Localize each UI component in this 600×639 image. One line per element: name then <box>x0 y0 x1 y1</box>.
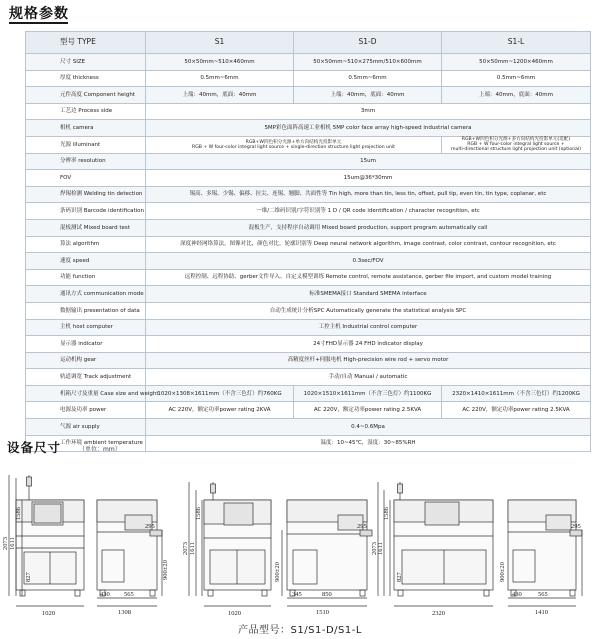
dim-label: 1586 <box>383 507 390 520</box>
table-row <box>26 336 591 353</box>
table-cell: RGB+W四色积分光源+多方向结构光投影单元(选配) RGB + W four-color integral light source + multi-directional structure light projection unit (optional) <box>442 136 591 153</box>
table-cell: 1020×1308×1611mm（不含三色灯）约760KG <box>146 385 294 402</box>
row-label: 算法 algorithm <box>26 236 146 253</box>
table-row <box>26 319 591 336</box>
table-cell: 15um@36*30mm <box>146 170 591 187</box>
table-header-cell: S1-L <box>442 32 591 54</box>
table-cell: 3mm <box>146 103 591 120</box>
table-cell: 24寸FHD显示器 24 FHD indicator display <box>146 336 591 353</box>
dim-label: 1611 <box>9 537 16 550</box>
table-row <box>26 302 591 319</box>
table-cell: 0.5mm~6mm <box>146 70 294 87</box>
dim-label: 2073 <box>182 542 189 555</box>
table-row <box>26 87 591 104</box>
dim-label: 1611 <box>377 542 384 555</box>
dim-label: 345 <box>292 591 302 598</box>
row-label: 相机 camera <box>26 120 146 137</box>
table-cell: 自动生成统计分析SPC Automatically generate the statistical analysis SPC <box>146 302 591 319</box>
table-cell: 0.5mm~6mm <box>442 70 591 87</box>
row-label: 工艺边 Process side <box>26 103 146 120</box>
spec-table <box>25 31 591 452</box>
table-cell: 一维/二维码识别/字符识别等 1 D / QR code identification / character recognition, etc <box>146 203 591 220</box>
dim-label: 1510 <box>316 609 329 616</box>
dim-label: 2073 <box>371 542 378 555</box>
table-row <box>26 170 591 187</box>
dim-label: 430 <box>100 591 110 598</box>
dim-label: 827 <box>396 572 403 582</box>
table-header-row <box>26 32 591 54</box>
table-cell: 工控主机 Industrial control computer <box>146 319 591 336</box>
row-label: 通讯方式 communication mode <box>26 286 146 303</box>
table-row <box>26 253 591 270</box>
dim-label: 900±20 <box>499 562 506 582</box>
dim-label: 1586 <box>195 507 202 520</box>
row-label: 元件高度 Component height <box>26 87 146 104</box>
row-label: 显示器 indicator <box>26 336 146 353</box>
table-cell: AC 220V，额定功率power rating 2.5KVA <box>442 402 591 419</box>
product-model-footer: 产品型号：S1/S1-D/S1-L <box>238 625 362 636</box>
table-cell: 手动/自动 Manual / automatic <box>146 369 591 386</box>
row-label: 运动机构 gear <box>26 352 146 369</box>
table-row <box>26 236 591 253</box>
dim-label: 850 <box>322 591 332 598</box>
table-cell: 深度神经网络算法，图像对比，颜色对比，轮廓识别等 Deep neural network algorithm, image contrast, color contrast, contour recognition, etc <box>146 236 591 253</box>
dim-label: 430 <box>512 591 522 598</box>
dim-label: 1308 <box>118 609 131 616</box>
table-cell: 标准SMEMA接口 Standard SMEMA interface <box>146 286 591 303</box>
row-label: 厚度 thickness <box>26 70 146 87</box>
s1d-front-view <box>189 482 271 606</box>
dim-label: 565 <box>538 591 548 598</box>
dim-label: 1020 <box>42 610 55 617</box>
dim-label: 565 <box>124 591 134 598</box>
table-cell: 上端：40mm，底面：40mm <box>146 87 294 104</box>
row-label: 尺寸 SIZE <box>26 54 146 71</box>
dim-label: 2320 <box>432 610 445 617</box>
table-cell: 0.4~0.6Mpa <box>146 419 591 436</box>
table-cell: AC 220V，额定功率power rating 2KVA <box>146 402 294 419</box>
table-cell: 温度：10~45℃，湿度：30~85%RH <box>146 435 591 452</box>
table-row <box>26 103 591 120</box>
dim-label: 900±20 <box>274 562 281 582</box>
table-cell: 50×50mm~510×460mm <box>146 54 294 71</box>
table-cell: 50×50mm~510×275mm/510×600mm <box>294 54 442 71</box>
table-header-cell: S1-D <box>294 32 442 54</box>
table-row <box>26 352 591 369</box>
table-row <box>26 186 591 203</box>
equipment-drawings <box>0 460 600 620</box>
dim-label: 1611 <box>189 542 196 555</box>
s1l-front-view <box>378 482 493 606</box>
dim-label: 2073 <box>2 537 9 550</box>
table-header-cell: S1 <box>146 32 294 54</box>
dims-unit-note: （单位：mm） <box>79 446 121 453</box>
table-cell: 远程控制、远程协助、gerber文件导入、自定义模型训练 Remote control, remote assistance, gerber file import, and custom model training <box>146 269 591 286</box>
table-row <box>26 70 591 87</box>
table-cell: 上端：40mm，底面：40mm <box>442 87 591 104</box>
table-cell: 5MP彩色面阵高速工业相机 5MP color face array high-speed industrial camera <box>146 120 591 137</box>
row-label: 气源 air supply <box>26 419 146 436</box>
table-row <box>26 402 591 419</box>
table-cell: 0.3sec/FOV <box>146 253 591 270</box>
row-label: 轨道调宽 Track adjustment <box>26 369 146 386</box>
table-row <box>26 385 591 402</box>
row-label: 分辨率 resolution <box>26 153 146 170</box>
row-label: 焊锡检测 Welding tin detection <box>26 186 146 203</box>
dim-label: 827 <box>25 572 32 582</box>
s1-front-view <box>9 475 84 606</box>
dim-label: 295 <box>357 523 367 530</box>
table-cell: 50×50mm~1200×460mm <box>442 54 591 71</box>
row-label: 主机 host computer <box>26 319 146 336</box>
row-label: 速度 speed <box>26 253 146 270</box>
dim-label: 1586 <box>15 507 22 520</box>
row-label: 电源及功率 power <box>26 402 146 419</box>
table-row <box>26 203 591 220</box>
table-cell: 1020×1510×1611mm（不含三色灯）约1100KG <box>294 385 442 402</box>
row-label: 功能 function <box>26 269 146 286</box>
table-row <box>26 369 591 386</box>
row-label: 混板测试 Mixed board test <box>26 219 146 236</box>
row-label: 工作环境 ambient temperature <box>26 435 146 452</box>
table-cell: RGB+W四色积分光源+单方向结构光投影单元 RGB + W four-color integral light source + single-direction structure light projection unit <box>146 136 442 153</box>
table-header-cell: 型号 TYPE <box>26 32 146 54</box>
table-cell: AC 220V，额定功率power rating 2.5KVA <box>294 402 442 419</box>
table-row <box>26 219 591 236</box>
title-underline <box>9 22 68 24</box>
spec-section-title: 规格参数 <box>9 6 69 22</box>
table-cell: 混板生产，支持程序自动调用 Mixed board production, support program automatically call <box>146 219 591 236</box>
row-label: FOV <box>26 170 146 187</box>
dim-label: 1410 <box>535 609 548 616</box>
table-row <box>26 286 591 303</box>
table-row <box>26 419 591 436</box>
table-cell: 上端：40mm，底面：40mm <box>294 87 442 104</box>
table-row <box>26 136 591 153</box>
table-row <box>26 153 591 170</box>
table-row <box>26 54 591 71</box>
table-cell: 锡高、多锡、少锡、偏移、拉尖、连锡、翘脚、共面性等 Tin high, more than tin, less tin, offset, pull tip, even tin, tin type, coplanar, etc <box>146 186 591 203</box>
table-cell: 2320×1410×1611mm（不含三色灯）约1200KG <box>442 385 591 402</box>
dim-label: 1020 <box>228 610 241 617</box>
dim-label: 900±20 <box>162 560 169 580</box>
dim-label: 295 <box>145 523 155 530</box>
table-cell: 15um <box>146 153 591 170</box>
row-label: 条码识别 Barcode identification <box>26 203 146 220</box>
dims-section-title: 设备尺寸 <box>7 440 62 455</box>
table-row <box>26 120 591 137</box>
table-cell: 0.5mm~6mm <box>294 70 442 87</box>
dim-label: 295 <box>571 523 581 530</box>
row-label: 数据输出 presentation of data <box>26 302 146 319</box>
table-row <box>26 269 591 286</box>
table-cell: 高精度丝杆+伺服电机 High-precision wire rod + servo motor <box>146 352 591 369</box>
row-label: 光源 illuminant <box>26 136 146 153</box>
row-label: 机箱尺寸及重量 Case size and weight <box>26 385 146 402</box>
